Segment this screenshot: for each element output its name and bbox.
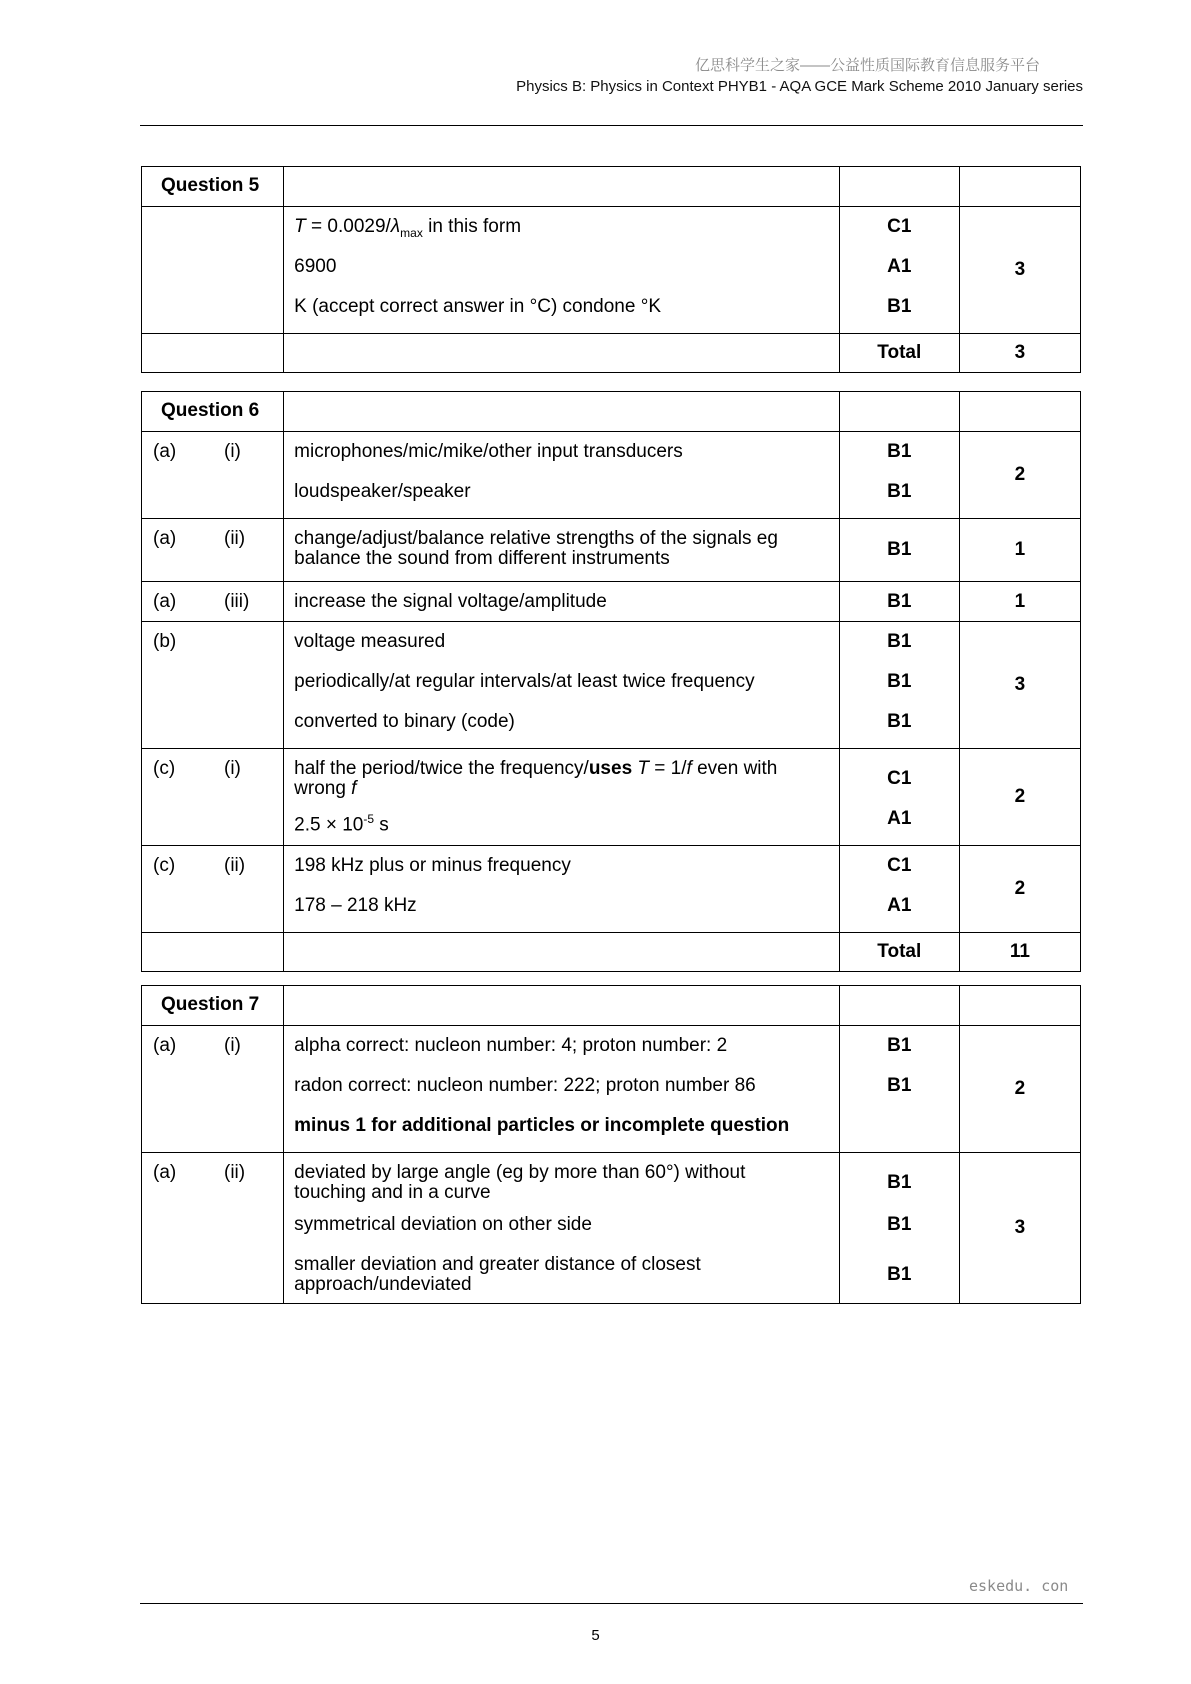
mark-code: C1: [887, 216, 912, 237]
mark-code: B1: [887, 441, 912, 462]
marks-value: 2: [959, 846, 1080, 933]
marks-value: 2: [959, 432, 1080, 519]
header-document-title: Physics B: Physics in Context PHYB1 - AQA GCE Mark Scheme 2010 January series: [516, 78, 1083, 95]
answer-line: K (accept correct answer in °C) condone °K: [294, 296, 661, 317]
subpart-label: (i): [224, 758, 241, 779]
mark-code: B1: [887, 1035, 912, 1056]
answer-line: periodically/at regular intervals/at least twice frequency: [294, 671, 755, 692]
answer-line: $2.5 \times 10^{-5}$ s: [294, 812, 389, 836]
table-row: [142, 207, 1081, 334]
mark-code: B1: [887, 296, 912, 317]
answer-line: voltage measured: [294, 631, 446, 652]
total-value: 3: [959, 334, 1080, 373]
answer-note: minus 1 for additional particles or incomplete question: [294, 1115, 790, 1136]
total-row: [142, 933, 1081, 972]
part-label: (a): [153, 528, 177, 549]
question-5-title: Question 5: [142, 167, 284, 207]
table-row: [142, 749, 1081, 846]
total-value: 11: [959, 933, 1080, 972]
table-row: [142, 622, 1081, 749]
mark-code: B1: [887, 631, 912, 652]
marks-value: 3: [959, 1153, 1080, 1304]
table-row: [142, 519, 1081, 582]
answer-line: 178 – 218 kHz: [294, 895, 417, 916]
answer-line: increase the signal voltage/amplitude: [294, 591, 607, 612]
mark-code: B1: [887, 711, 912, 732]
answer-line: symmetrical deviation on other side: [294, 1214, 592, 1235]
subpart-label: (ii): [224, 528, 246, 549]
answer-line: 198 kHz plus or minus frequency: [294, 855, 571, 876]
header-rule: [140, 125, 1083, 126]
subpart-label: (i): [224, 1035, 241, 1056]
footer-rule: [140, 1603, 1083, 1604]
question-5-table: [141, 166, 1081, 373]
mark-code: A1: [887, 256, 912, 277]
answer-line: microphones/mic/mike/other input transducers: [294, 441, 683, 462]
mark-code: B1: [839, 519, 959, 582]
part-label: (a): [153, 441, 177, 462]
mark-code: C1: [887, 855, 912, 876]
mark-code: B1: [887, 1172, 912, 1193]
question-7-title: Question 7: [142, 986, 284, 1026]
answer-line: alpha correct: nucleon number: 4; proton number: 2: [294, 1035, 728, 1056]
footer-watermark: eskedu. con: [969, 1577, 1069, 1595]
answer-line: deviated by large angle (eg by more than 60°) without touching and in a curve: [294, 1162, 746, 1203]
marks-value: 3: [959, 207, 1080, 334]
answer-line: $T = 0.0029/\lambda_{max}$ in this form: [294, 216, 522, 240]
table-row: [142, 1026, 1081, 1153]
part-label: (a): [153, 1035, 177, 1056]
answer-line: converted to binary (code): [294, 711, 515, 732]
part-label: (a): [153, 1162, 177, 1183]
question-6-title: Question 6: [142, 392, 284, 432]
marks-value: 1: [959, 519, 1080, 582]
question-7-table: [141, 985, 1081, 1304]
table-row: [142, 432, 1081, 519]
mark-code: A1: [887, 895, 912, 916]
mark-code: B1: [887, 1075, 912, 1096]
total-label: Total: [839, 334, 959, 373]
part-label: (c): [153, 855, 176, 876]
subpart-label: (ii): [224, 1162, 246, 1183]
answer-line: smaller deviation and greater distance of closest approach/undeviated: [294, 1254, 701, 1295]
mark-code: B1: [887, 1264, 912, 1285]
answer-line: half the period/twice the frequency/uses T = 1/f even with wrong f: [294, 758, 778, 799]
table-row: [142, 582, 1081, 622]
answer-line: radon correct: nucleon number: 222; proton number 86: [294, 1075, 756, 1096]
marks-value: 2: [959, 749, 1080, 846]
marks-value: 3: [959, 622, 1080, 749]
table-row: [142, 846, 1081, 933]
subpart-label: (ii): [224, 855, 246, 876]
answer-line: change/adjust/balance relative strengths of the signals eg balance the sound from different instruments: [294, 528, 778, 569]
mark-code: B1: [887, 671, 912, 692]
header-site-name: 亿思科学生之家——公益性质国际教育信息服务平台: [694, 57, 1040, 74]
subpart-label: (i): [224, 441, 241, 462]
part-label: (a): [153, 591, 177, 612]
part-label: (c): [153, 758, 176, 779]
mark-code: A1: [887, 808, 912, 829]
part-label: (b): [153, 631, 177, 652]
page-number: 5: [591, 1627, 600, 1644]
marks-value: 2: [959, 1026, 1080, 1153]
mark-code: B1: [839, 582, 959, 622]
total-label: Total: [839, 933, 959, 972]
mark-code: B1: [887, 1214, 912, 1235]
subpart-label: (iii): [224, 591, 250, 612]
marks-value: 1: [959, 582, 1080, 622]
total-row: [142, 334, 1081, 373]
mark-code: B1: [887, 481, 912, 502]
answer-line: 6900: [294, 256, 337, 277]
answer-line: loudspeaker/speaker: [294, 481, 471, 502]
question-6-table: [141, 391, 1081, 972]
mark-code: C1: [887, 768, 912, 789]
table-row: [142, 1153, 1081, 1304]
